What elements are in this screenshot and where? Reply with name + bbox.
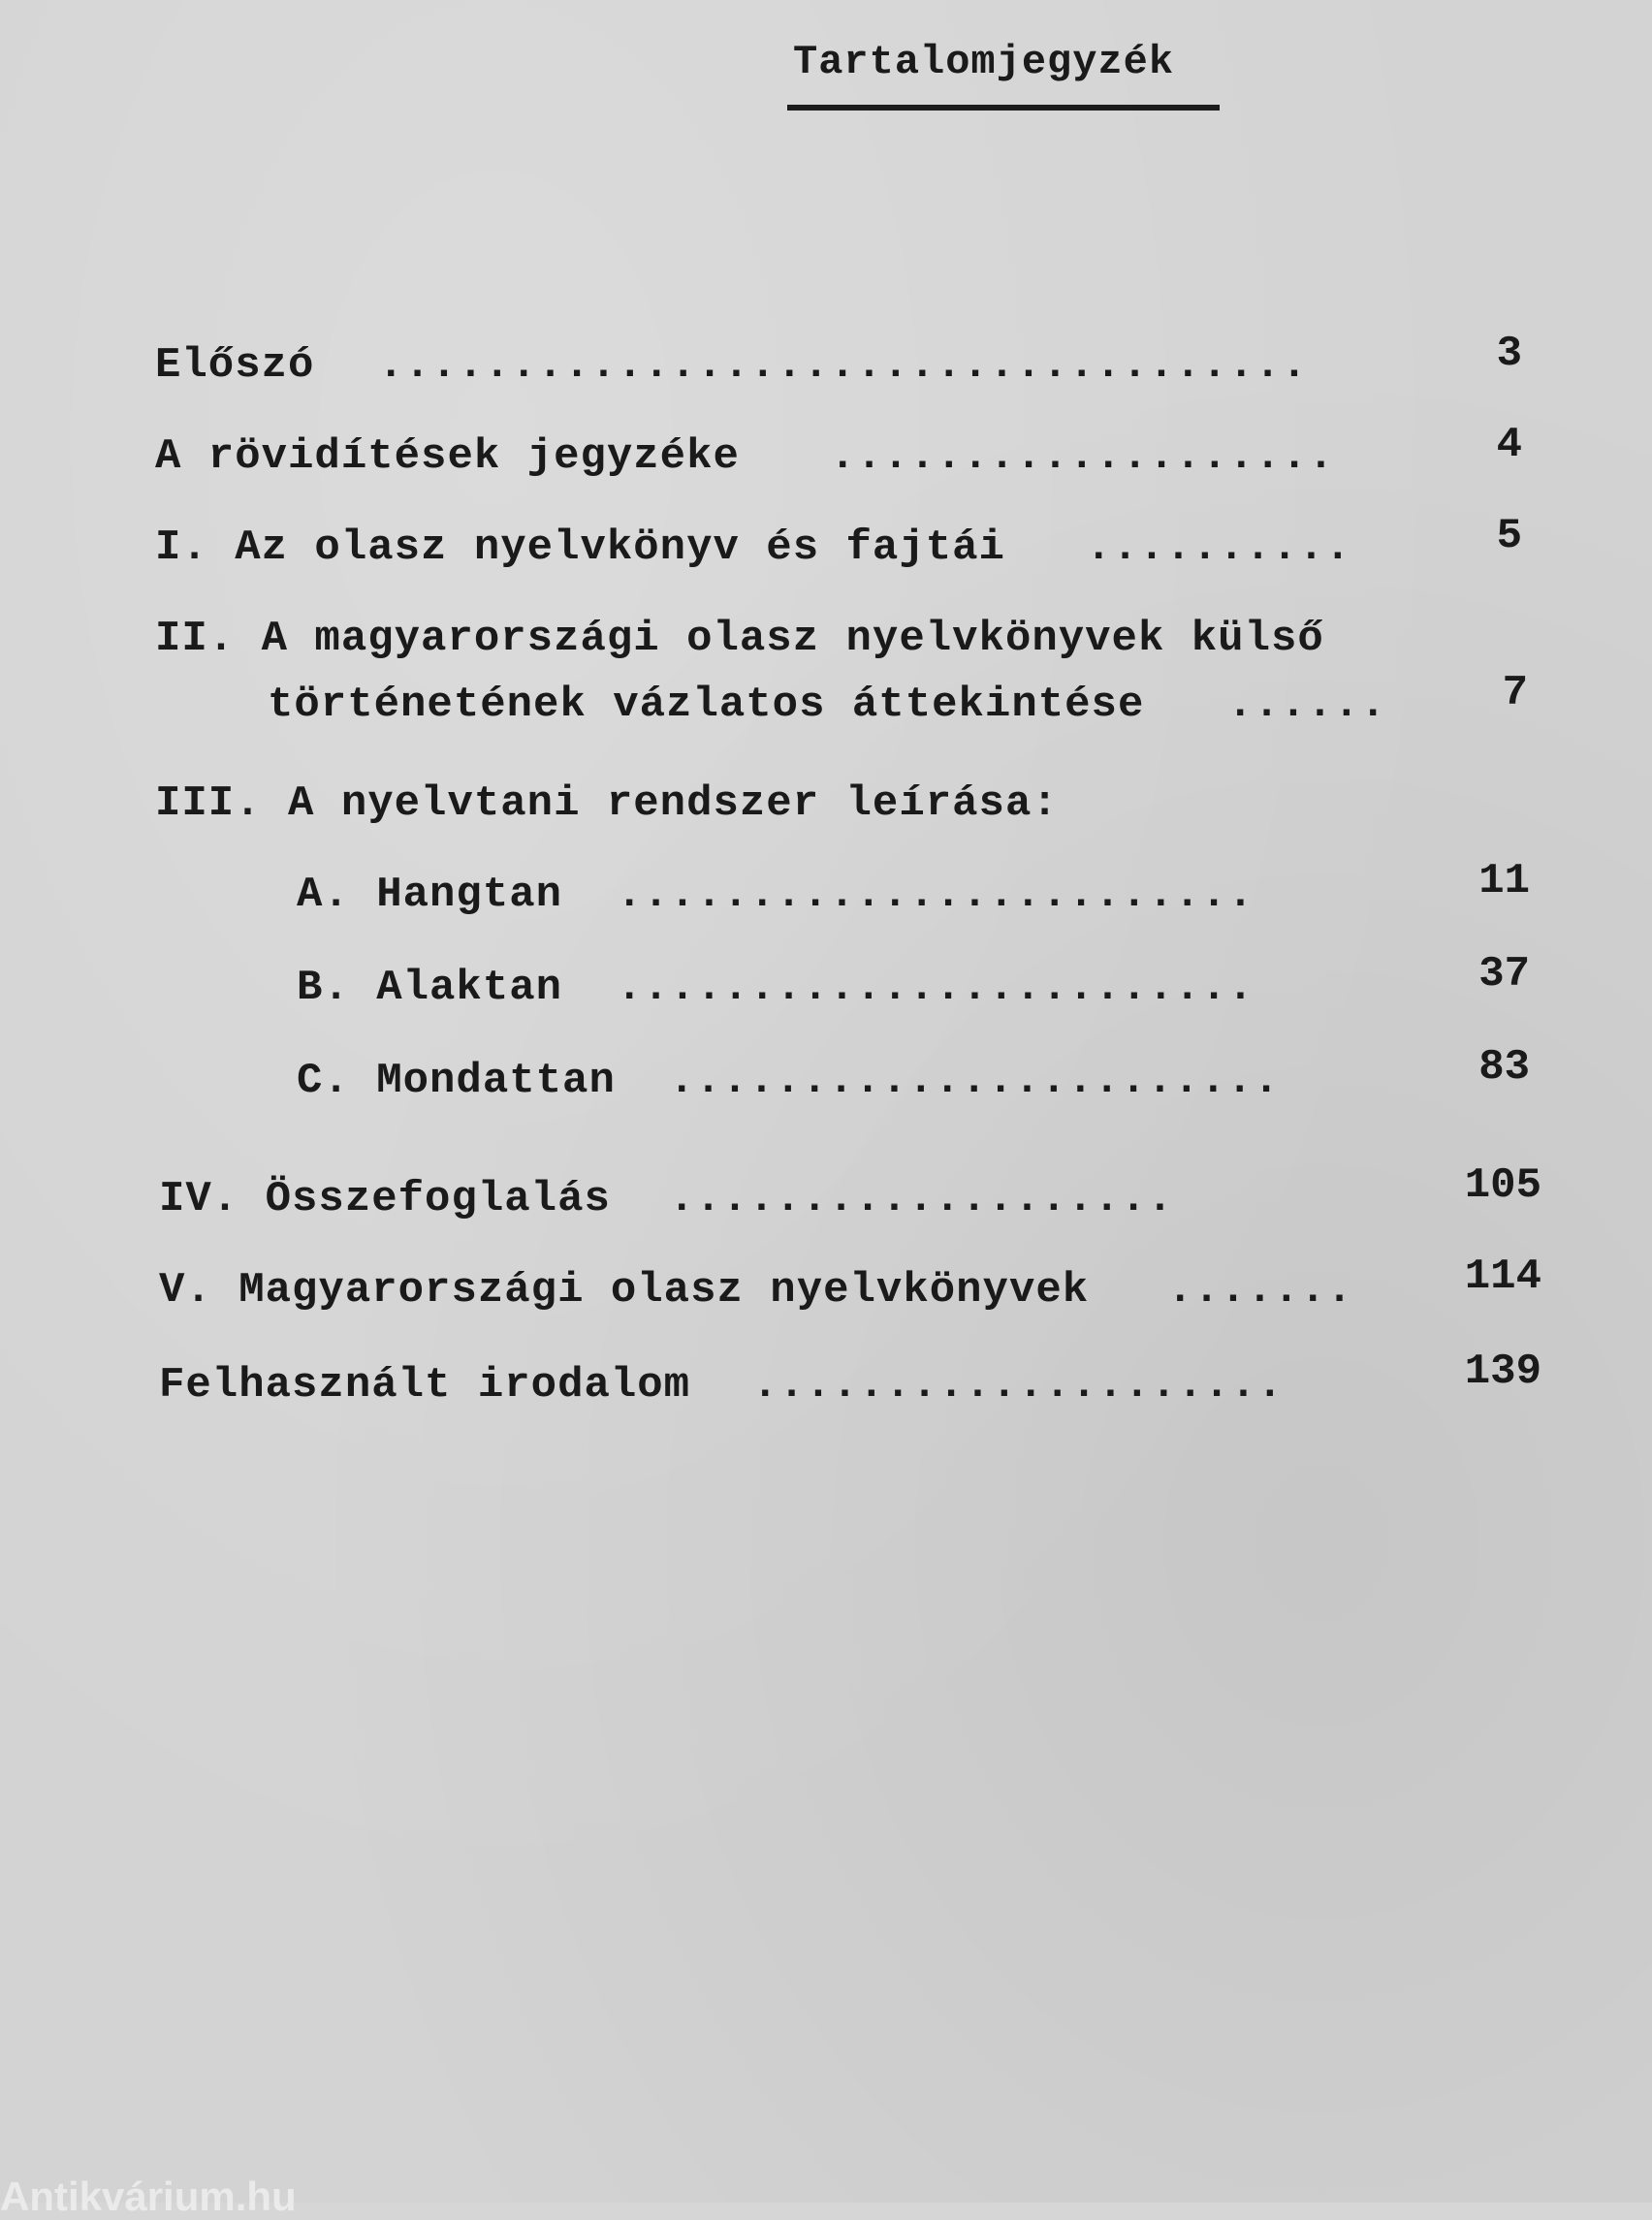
toc-entry-label: C. Mondattan [297, 1057, 616, 1105]
toc-entry-leader: ...... [1227, 681, 1387, 729]
toc-entry-leader: ....................... [669, 1057, 1281, 1105]
toc-entry-label: IV. Összefoglalás [159, 1175, 611, 1223]
page-title: Tartalomjegyzék [793, 39, 1175, 85]
toc-entry-leader: ....... [1167, 1266, 1353, 1315]
toc-entry-label: B. Alaktan [297, 964, 563, 1012]
toc-entry-page: 3 [1496, 330, 1522, 378]
toc-entry-label: A rövidítések jegyzéke [155, 432, 740, 481]
toc-entry-leader: ................... [669, 1175, 1174, 1223]
title-underline [787, 105, 1220, 111]
toc-entry-leader: .................... [752, 1361, 1285, 1410]
toc-entry-label: II. A magyarországi olasz nyelvkönyvek külső [155, 615, 1324, 663]
toc-entry-page: 4 [1496, 421, 1522, 469]
toc-entry-page: 7 [1502, 669, 1528, 717]
toc-entry-label: I. Az olasz nyelvkönyv és fajtái [155, 523, 1005, 572]
toc-entry-page: 105 [1464, 1161, 1541, 1210]
toc-entry-label: Felhasznált irodalom [159, 1361, 691, 1410]
toc-entry-leader: .......... [1086, 523, 1352, 572]
toc-entry-page: 139 [1464, 1348, 1541, 1396]
toc-entry-leader: ................................... [378, 341, 1309, 390]
toc-entry-label: V. Magyarországi olasz nyelvkönyvek [159, 1266, 1090, 1315]
toc-entry-leader: ................... [830, 432, 1335, 481]
toc-entry-page: 83 [1478, 1043, 1530, 1092]
toc-entry-page: 114 [1464, 1253, 1541, 1301]
toc-entry-label: Előszó [155, 341, 315, 390]
toc-entry-label: III. A nyelvtani rendszer leírása: [155, 779, 1059, 828]
toc-entry-label: történetének vázlatos áttekintése [268, 681, 1145, 729]
watermark: Antikvárium.hu [0, 2173, 297, 2219]
toc-entry-page: 37 [1478, 950, 1530, 999]
toc-entry-leader: ........................ [617, 871, 1255, 919]
toc-entry-page: 11 [1478, 857, 1530, 905]
toc-entry-page: 5 [1496, 512, 1522, 560]
toc-entry-leader: ........................ [617, 964, 1255, 1012]
toc-entry-label: A. Hangtan [297, 871, 563, 919]
